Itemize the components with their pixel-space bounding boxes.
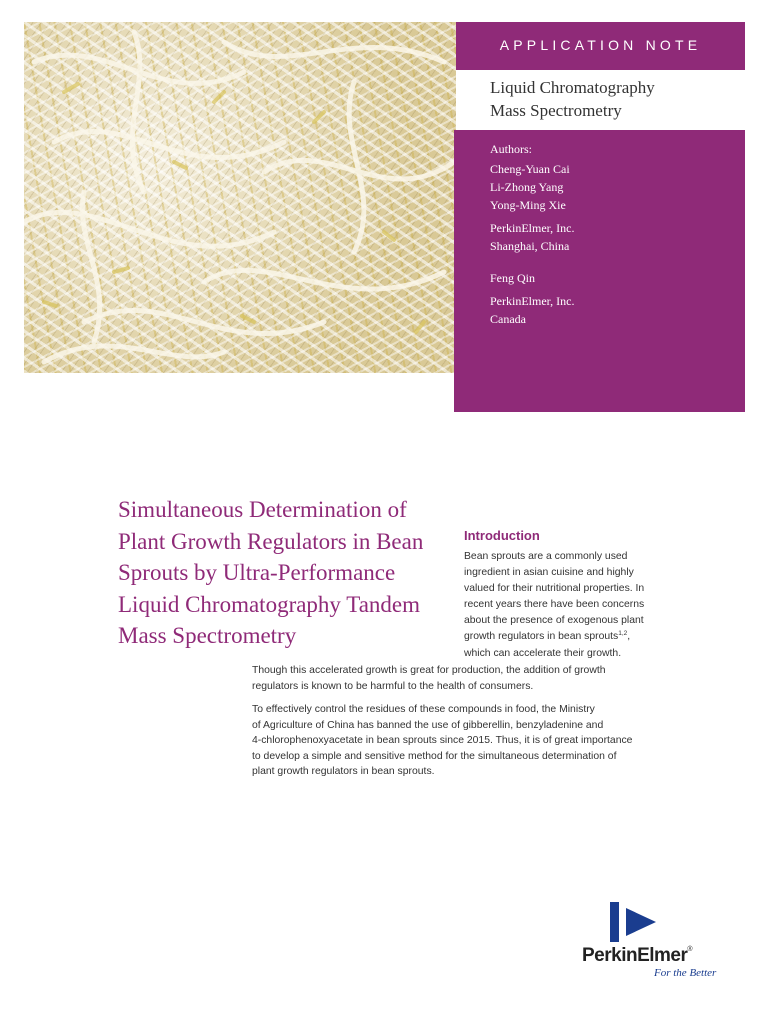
citation-suffix: ,: [627, 631, 631, 643]
text-line-with-citation: [464, 629, 664, 645]
subtitle-line: Mass Spectrometry: [490, 101, 622, 120]
document-type-band: [456, 22, 745, 70]
author-affiliation: Shanghai, China: [490, 239, 570, 253]
text-line: valued for their nutritional properties. In: [464, 583, 645, 595]
author-name: Cheng-Yuan Cai: [490, 162, 570, 176]
introduction-column: [464, 549, 664, 662]
registered-mark: ®: [687, 946, 693, 953]
title-line: Plant Growth Regulators in Bean: [118, 528, 424, 554]
perkinelmer-logo: [578, 900, 728, 980]
citation-superscript: 1,2: [618, 630, 628, 638]
text-line: regulators is known to be harmful to the health of consumers.: [252, 680, 534, 692]
brand-name: PerkinElmer: [582, 945, 688, 966]
text-line: Bean sprouts are a commonly used: [464, 551, 628, 562]
text-fragment: growth regulators in bean sprouts: [464, 631, 619, 643]
text-line: which can accelerate their growth.: [464, 647, 622, 659]
author-name: Feng Qin: [490, 271, 535, 285]
logo-wordmark: [582, 945, 692, 967]
author-affiliation: PerkinElmer, Inc.: [490, 221, 575, 235]
text-line: Though this accelerated growth is great for production, the addition of growth: [252, 665, 606, 676]
bean-sprouts-photo: [24, 22, 456, 373]
authors-label: Authors:: [490, 142, 532, 156]
paragraph: [252, 702, 672, 780]
logo-mark-icon: [608, 900, 668, 944]
sprout-texture: [24, 22, 456, 373]
document-title: [118, 494, 458, 652]
authors-panel: [454, 130, 745, 412]
logo-tagline: For the Better: [654, 967, 717, 979]
title-line: Sprouts by Ultra-Performance: [118, 560, 396, 585]
text-line: 4-chlorophenoxyacetate in bean sprouts since 2015. Thus, it is of great importance: [252, 735, 633, 747]
paragraph: [252, 663, 672, 694]
title-line: Liquid Chromatography Tandem: [118, 591, 421, 617]
title-line: Simultaneous Determination of: [118, 497, 407, 522]
document-type-label: APPLICATION NOTE: [499, 37, 702, 53]
introduction-heading: Introduction: [464, 528, 540, 543]
text-line: ingredient in asian cuisine and highly: [464, 567, 634, 579]
text-line: To effectively control the residues of these compounds in food, the Ministry: [252, 704, 595, 715]
text-line: plant growth regulators in bean sprouts.: [252, 766, 435, 778]
text-line: about the presence of exogenous plant: [464, 615, 644, 627]
author-affiliation: PerkinElmer, Inc.: [490, 294, 575, 308]
text-line: of Agriculture of China has banned the use of gibberellin, benzyladenine and: [252, 719, 604, 731]
subtitle-line: Liquid Chromatography: [490, 78, 655, 97]
text-line: to develop a simple and sensitive method for the simultaneous determination of: [252, 750, 617, 762]
author-name: Li-Zhong Yang: [490, 180, 564, 194]
author-affiliation: Canada: [490, 312, 526, 326]
technique-subtitle: [456, 70, 745, 130]
text-line: recent years there have been concerns: [464, 599, 645, 611]
author-name: Yong-Ming Xie: [490, 198, 566, 212]
title-line: Mass Spectrometry: [118, 623, 297, 648]
